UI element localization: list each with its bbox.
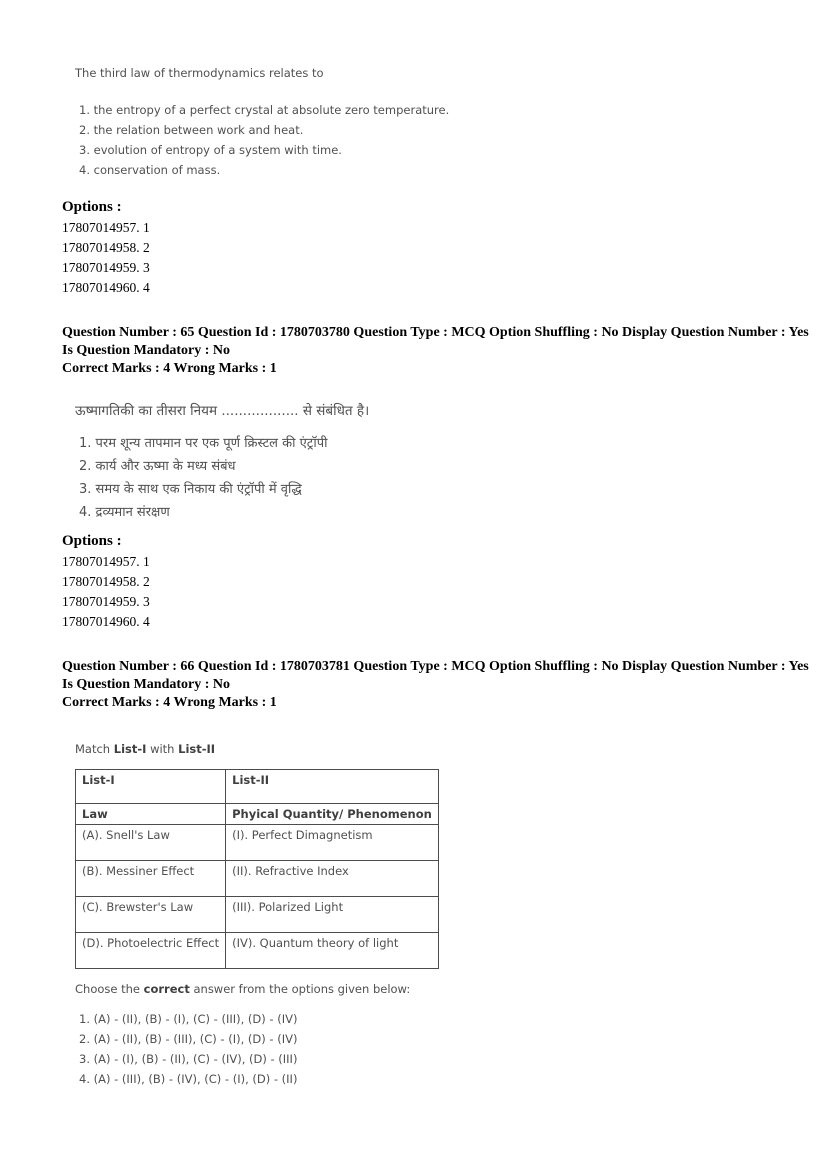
match-table xyxy=(75,769,439,969)
list2-label: List-II xyxy=(178,742,216,756)
question-block-english xyxy=(62,66,776,298)
match-mid: with xyxy=(146,742,179,756)
answer-option: 2. (A) - (II), (B) - (III), (C) - (I), (D) - (IV) xyxy=(79,1032,298,1046)
table-row xyxy=(76,825,439,861)
option-id-list xyxy=(62,218,776,298)
question-meta-line: Is Question Mandatory : No xyxy=(62,677,231,692)
option-id: 17807014960. 4 xyxy=(62,280,150,295)
table-cell: (D). Photoelectric Effect xyxy=(76,933,226,969)
option-id: 17807014959. 3 xyxy=(62,594,150,609)
question-block-hindi xyxy=(62,402,776,632)
choice-item: 1. the entropy of a perfect crystal at absolute zero temperature. xyxy=(79,103,450,117)
choice-item: 3. evolution of entropy of a system with time. xyxy=(79,143,342,157)
table-header-row xyxy=(76,770,439,804)
option-id: 17807014957. 1 xyxy=(62,554,150,569)
option-id: 17807014960. 4 xyxy=(62,614,150,629)
question-meta-line: Is Question Mandatory : No xyxy=(62,343,231,358)
choice-item: 3. समय के साथ एक निकाय की एंट्रॉपी में वृद्धि xyxy=(79,482,302,497)
question-text-english: The third law of thermodynamics relates to xyxy=(75,66,324,80)
choose-instruction xyxy=(75,982,776,997)
table-cell: Law xyxy=(76,804,226,825)
option-id: 17807014958. 2 xyxy=(62,240,150,255)
table-cell: List-I xyxy=(76,770,226,804)
table-cell: List-II xyxy=(226,770,439,804)
table-row xyxy=(76,861,439,897)
choice-item: 2. कार्य और ऊष्मा के मध्य संबंध xyxy=(79,459,236,474)
table-cell: (IV). Quantum theory of light xyxy=(226,933,439,969)
answer-option-list xyxy=(79,1012,776,1086)
table-row xyxy=(76,897,439,933)
question-meta-line: Question Number : 65 Question Id : 1780703780 Question Type : MCQ Option Shuffling : No Display Question Number : Yes xyxy=(62,325,809,340)
option-id: 17807014958. 2 xyxy=(62,574,150,589)
question-meta-line: Correct Marks : 4 Wrong Marks : 1 xyxy=(62,695,277,710)
table-row xyxy=(76,933,439,969)
choice-item: 4. conservation of mass. xyxy=(79,163,221,177)
table-cell: (A). Snell's Law xyxy=(76,825,226,861)
options-label: Options : xyxy=(62,533,122,549)
choose-bold: correct xyxy=(143,982,190,996)
choice-list-hindi xyxy=(79,436,776,521)
choose-prefix: Choose the xyxy=(75,982,144,996)
match-prefix: Match xyxy=(75,742,114,756)
options-label: Options : xyxy=(62,199,122,215)
answer-option: 3. (A) - (I), (B) - (II), (C) - (IV), (D) - (III) xyxy=(79,1052,298,1066)
table-subheader-row xyxy=(76,804,439,825)
option-id: 17807014959. 3 xyxy=(62,260,150,275)
option-id-list xyxy=(62,552,776,632)
table-cell: (I). Perfect Dimagnetism xyxy=(226,825,439,861)
table-cell: (C). Brewster's Law xyxy=(76,897,226,933)
choice-item: 2. the relation between work and heat. xyxy=(79,123,304,137)
question-meta-line: Question Number : 66 Question Id : 1780703781 Question Type : MCQ Option Shuffling : No Display Question Number : Yes xyxy=(62,659,809,674)
answer-option: 1. (A) - (II), (B) - (I), (C) - (III), (D) - (IV) xyxy=(79,1012,298,1026)
table-cell: (II). Refractive Index xyxy=(226,861,439,897)
table-cell: (B). Messiner Effect xyxy=(76,861,226,897)
answer-option: 4. (A) - (III), (B) - (IV), (C) - (I), (D) - (II) xyxy=(79,1072,298,1086)
table-cell: (III). Polarized Light xyxy=(226,897,439,933)
choose-suffix: answer from the options given below: xyxy=(189,982,411,996)
list1-label: List-I xyxy=(113,742,147,756)
question-66-meta xyxy=(62,658,809,712)
option-id: 17807014957. 1 xyxy=(62,220,150,235)
question-meta-line: Correct Marks : 4 Wrong Marks : 1 xyxy=(62,361,277,376)
question-66-content xyxy=(62,742,776,1086)
choice-list-english xyxy=(79,103,776,177)
question-65-meta xyxy=(62,324,809,378)
table-cell: Phyical Quantity/ Phenomenon xyxy=(226,804,439,825)
question-text-hindi: ऊष्मागतिकी का तीसरा नियम .................. से संबंधित है। xyxy=(75,403,370,419)
match-instruction xyxy=(75,742,776,757)
choice-item: 1. परम शून्य तापमान पर एक पूर्ण क्रिस्टल की एंट्रॉपी xyxy=(79,436,328,451)
choice-item: 4. द्रव्यमान संरक्षण xyxy=(79,505,170,520)
